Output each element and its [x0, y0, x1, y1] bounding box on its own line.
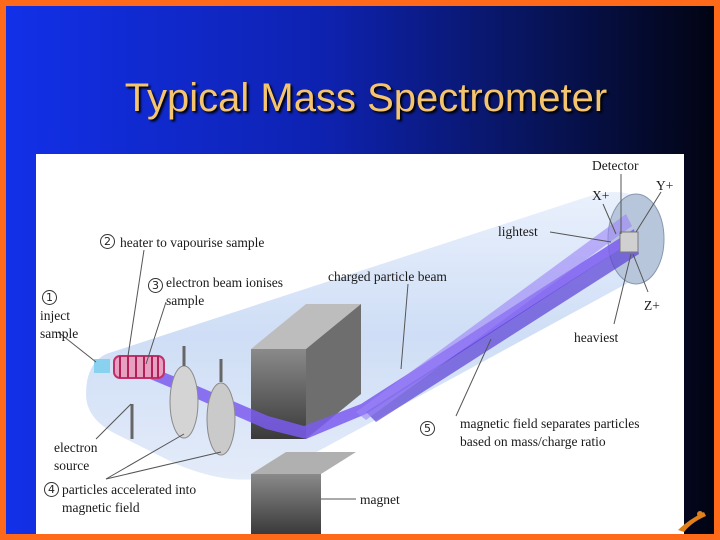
magnet-lower [251, 452, 356, 534]
marker-2: 2 [100, 234, 115, 249]
marker-3: 3 [148, 278, 163, 293]
label-x: X+ [592, 188, 610, 203]
label-detector: Detector [592, 158, 639, 173]
label-lightest: lightest [498, 224, 538, 239]
marker-5: 5 [420, 421, 435, 436]
label-magnet: magnet [360, 492, 400, 507]
marker-4: 4 [44, 482, 59, 497]
detector [620, 232, 638, 252]
label-heaviest: heaviest [574, 330, 619, 345]
label-accelerated-1: particles accelerated into [62, 482, 197, 497]
label-inject-2: sample [40, 326, 79, 341]
mass-spectrometer-diagram [36, 154, 684, 534]
label-heater: heater to vapourise sample [120, 235, 265, 250]
slide-title: Typical Mass Spectrometer [124, 76, 608, 120]
label-magnetic-sep-1: magnetic field separates particles [460, 416, 640, 431]
label-electron-source-2: source [54, 458, 90, 473]
label-z: Z+ [644, 298, 660, 313]
label-electron-source-1: electron [54, 440, 98, 455]
decorative-corner-icon [674, 506, 710, 536]
label-inject-1: inject [40, 308, 70, 323]
label-y: Y+ [656, 178, 674, 193]
label-magnetic-sep-2: based on mass/charge ratio [460, 434, 606, 449]
label-charged-beam: charged particle beam [328, 269, 447, 284]
label-accelerated-2: magnetic field [62, 500, 140, 515]
marker-1: 1 [42, 290, 57, 305]
label-electron-beam-2: sample [166, 293, 205, 308]
label-electron-beam-1: electron beam ionises [166, 275, 283, 290]
